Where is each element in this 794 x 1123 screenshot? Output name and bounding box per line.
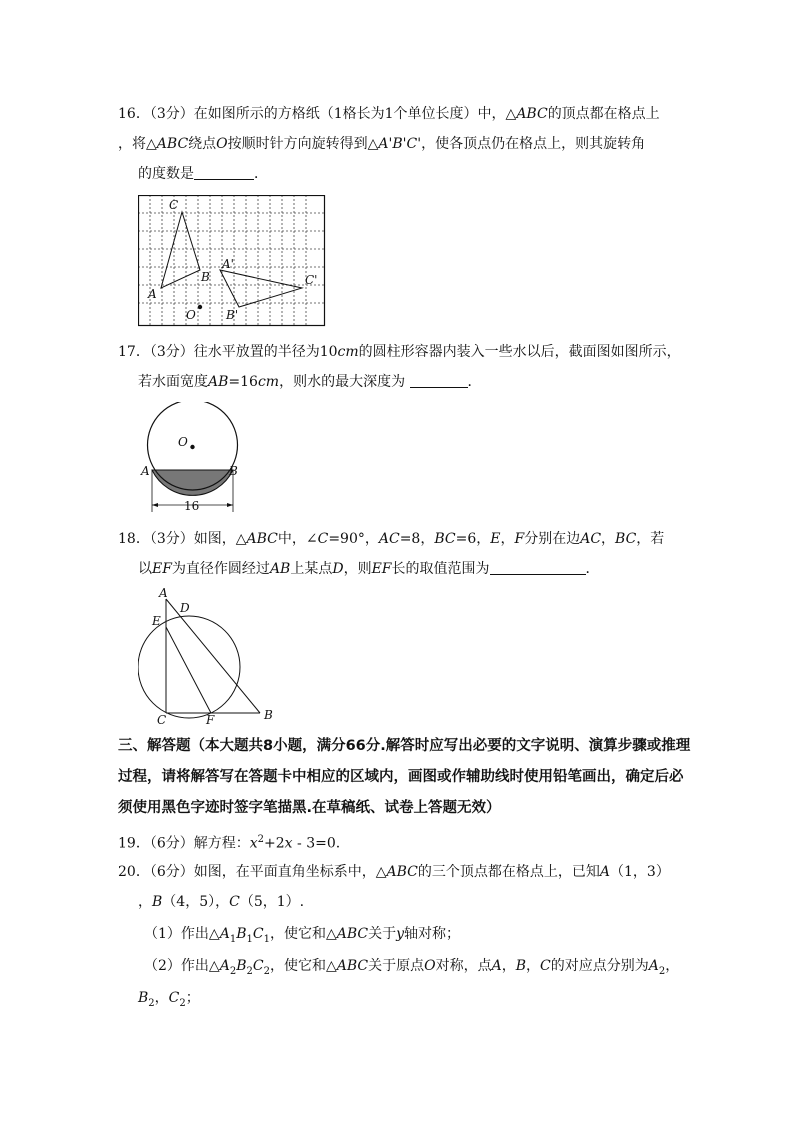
q20-text: 对称，点 [435,958,492,974]
q16-line-1 [118,104,660,124]
q18-var: EF [152,561,172,577]
label-d: D [180,601,190,615]
q20-var: B [515,958,527,974]
q17-text: ，则水的最大深度为 [279,374,406,390]
q20-var: B [152,894,163,910]
q18-var: C [317,531,329,547]
q18-text: =8， [399,531,435,547]
q20-text: 的对应点分别为 [550,958,649,974]
q17-unit: cm [257,374,280,390]
answer-blank[interactable] [410,373,468,388]
q20-var: ABC [336,926,369,942]
q20-text: ， [154,990,169,1006]
q20-text: （4，5）， [162,894,230,910]
label-b: B [264,708,273,722]
q20-subscript: 2 [179,997,186,1009]
q16-text: 16．（3分）在如图所示的方格纸（1格长为1个单位长度）中，△ [118,106,517,122]
q17-text: 若水面宽度 [138,374,208,390]
q20-text: （1，3） [610,864,670,880]
q16-text: ，将△ [118,136,157,152]
label-o: O [178,435,188,449]
q18-line-1 [118,529,664,549]
q17-segment-label: AB [208,374,229,390]
width-label: 16 [184,499,200,513]
q20-line-5 [138,988,200,1014]
q20-var: A [219,926,230,942]
q20-var: A [219,958,230,974]
q20-var: y [396,926,405,942]
q18-var: AC [378,531,400,547]
q18-text: 分别在边 [524,531,581,547]
q17-text: ． [467,374,482,390]
q20-subscript: 2 [263,965,270,977]
q20-var: C [252,958,264,974]
q16-text: 按顺时针方向旋转得到△ [227,136,379,152]
triangle-abc-rotated [220,270,302,307]
q20-var: C [540,958,551,974]
q20-line-2 [138,892,304,912]
point-o [198,305,202,309]
q18-text: ， [601,531,616,547]
q18-text: =90°， [328,531,379,547]
label-c: C [157,713,167,727]
q16-line-3 [138,164,268,184]
q20-subscript: 1 [263,933,270,945]
label-f: F [206,713,215,727]
q16-text: 的度数是 [138,166,194,182]
section-3-heading-1: 三、解答题（本大题共8小题，满分66分.解答时应写出必要的文字说明、演算步骤或推理 [118,738,691,754]
q18-var: BC [615,531,637,547]
q18-text: 中，∠ [277,531,318,547]
q18-text: 上某点 [290,561,333,577]
q20-subscript: 2 [658,965,666,977]
q18-text: ，则 [343,561,372,577]
q16-triangle-label: ABC [156,136,189,152]
q20-var: C [168,990,180,1006]
q18-var: ABC [246,531,278,547]
q16-text: 的顶点都在格点上 [547,106,660,122]
q18-var: BC [434,531,456,547]
q20-line-3 [144,924,460,950]
q20-text: ， [138,894,152,910]
q20-text: 20．（6分）如图，在平面直角坐标系中，△ [118,864,387,880]
q20-text: 的三个顶点都在格点上，已知 [417,864,600,880]
q16-line-2 [118,134,645,154]
q18-var: AC [580,531,602,547]
q18-text: 18．（3分）如图，△ [118,531,247,547]
q20-var: C [252,926,264,942]
q18-var: F [514,531,525,547]
q20-text: ， [501,958,516,974]
label-c-prime: C' [305,273,318,287]
center-o [190,445,194,449]
q17-text: 的圆柱形容器内装入一些水以后，截面图如图所示， [358,344,681,360]
q20-text: 轴对称； [404,926,461,942]
q19-line [118,830,340,854]
q18-text: ， [500,531,515,547]
q16-triangle-label: ABC [516,106,548,122]
q16-text: ． [254,166,268,182]
q19-text: +2 [264,835,285,852]
q19-var: x [284,835,293,852]
label-a: A [159,586,168,600]
q20-var: O [424,958,436,974]
q20-text: ，使它和△ [269,926,337,942]
label-b: B [229,464,238,478]
q18-line-2 [138,559,600,579]
q17-circle-figure [138,402,248,517]
label-e: E [152,614,161,628]
label-a: A [141,464,150,478]
label-o: O [186,308,196,322]
q16-point-label: O [216,136,228,152]
q20-subscript: 2 [229,965,237,977]
q20-var: B [138,990,149,1006]
q18-text: 以 [138,561,152,577]
q20-var: A [599,864,610,880]
q17-line-2 [138,372,482,392]
q18-text: =6， [455,531,491,547]
q18-var: D [332,561,344,577]
q18-text: 长的取值范围为 [391,561,490,577]
water-segment [152,470,233,495]
q20-text: 关于 [368,926,397,942]
q20-text: ， [526,958,541,974]
q19-exponent: 2 [257,834,265,845]
q20-var: B [236,926,247,942]
q20-var: ABC [336,958,369,974]
label-b: B [201,270,210,284]
label-c: C [169,198,179,212]
q20-line-1 [118,862,670,882]
q20-subscript: 1 [246,933,253,945]
q20-text: （5，1）. [239,894,305,910]
q20-text: （1）作出△ [144,926,220,942]
q20-text: ，使它和△ [269,958,337,974]
q18-var: EF [371,561,392,577]
q20-subscript: 1 [229,933,237,945]
q17-text: 17．（3分）往水平放置的半径为10 [118,344,338,360]
q18-var: AB [269,561,291,577]
label-b-prime: B' [226,308,239,322]
q17-unit: cm [337,344,359,360]
triangle-abc [161,212,200,288]
q18-var: E [490,531,501,547]
q20-var: ABC [386,864,418,880]
q18-text: ． [585,561,600,577]
q19-text: - 3=0. [292,835,341,852]
q20-subscript: 2 [246,965,253,977]
q20-text: ， [665,958,680,974]
side-ab [166,599,260,713]
section-3-heading-2: 过程，请将解答写在答题卡中相应的区域内，画图或作辅助线时使用铅笔画出，确定后必 [118,769,684,785]
q17-text: =16 [228,374,258,390]
label-a: A [148,287,157,301]
segment-ef [166,627,211,713]
circle-ef [138,616,240,718]
answer-blank[interactable] [194,165,254,180]
q20-var: A [491,958,502,974]
q18-triangle-figure [138,585,288,730]
q18-text: 为直径作圆经过 [171,561,270,577]
q18-text: ，若 [636,531,665,547]
q16-text: ，使各顶点仍在格点上，则其旋转角 [421,136,646,152]
q20-var: C [229,894,240,910]
q20-var: B [236,958,247,974]
q17-line-1 [118,342,681,362]
q19-var: x [249,835,258,852]
q20-subscript: 2 [148,997,155,1009]
label-a-prime: A' [222,257,234,271]
q20-text: 关于原点 [368,958,425,974]
q16-triangle-label: A'B'C' [378,136,422,152]
q20-var: A [648,958,659,974]
q16-text: 绕点 [188,136,217,152]
q20-line-4 [144,956,679,982]
q16-grid-figure [138,195,326,329]
q20-text: ； [185,990,200,1006]
q20-text: （2）作出△ [144,958,220,974]
answer-blank[interactable] [490,560,586,575]
section-3-heading-3: 须使用黑色字迹时签字笔描黑.在草稿纸、试卷上答题无效） [118,800,501,816]
q19-text: 19．（6分）解方程： [118,835,250,852]
